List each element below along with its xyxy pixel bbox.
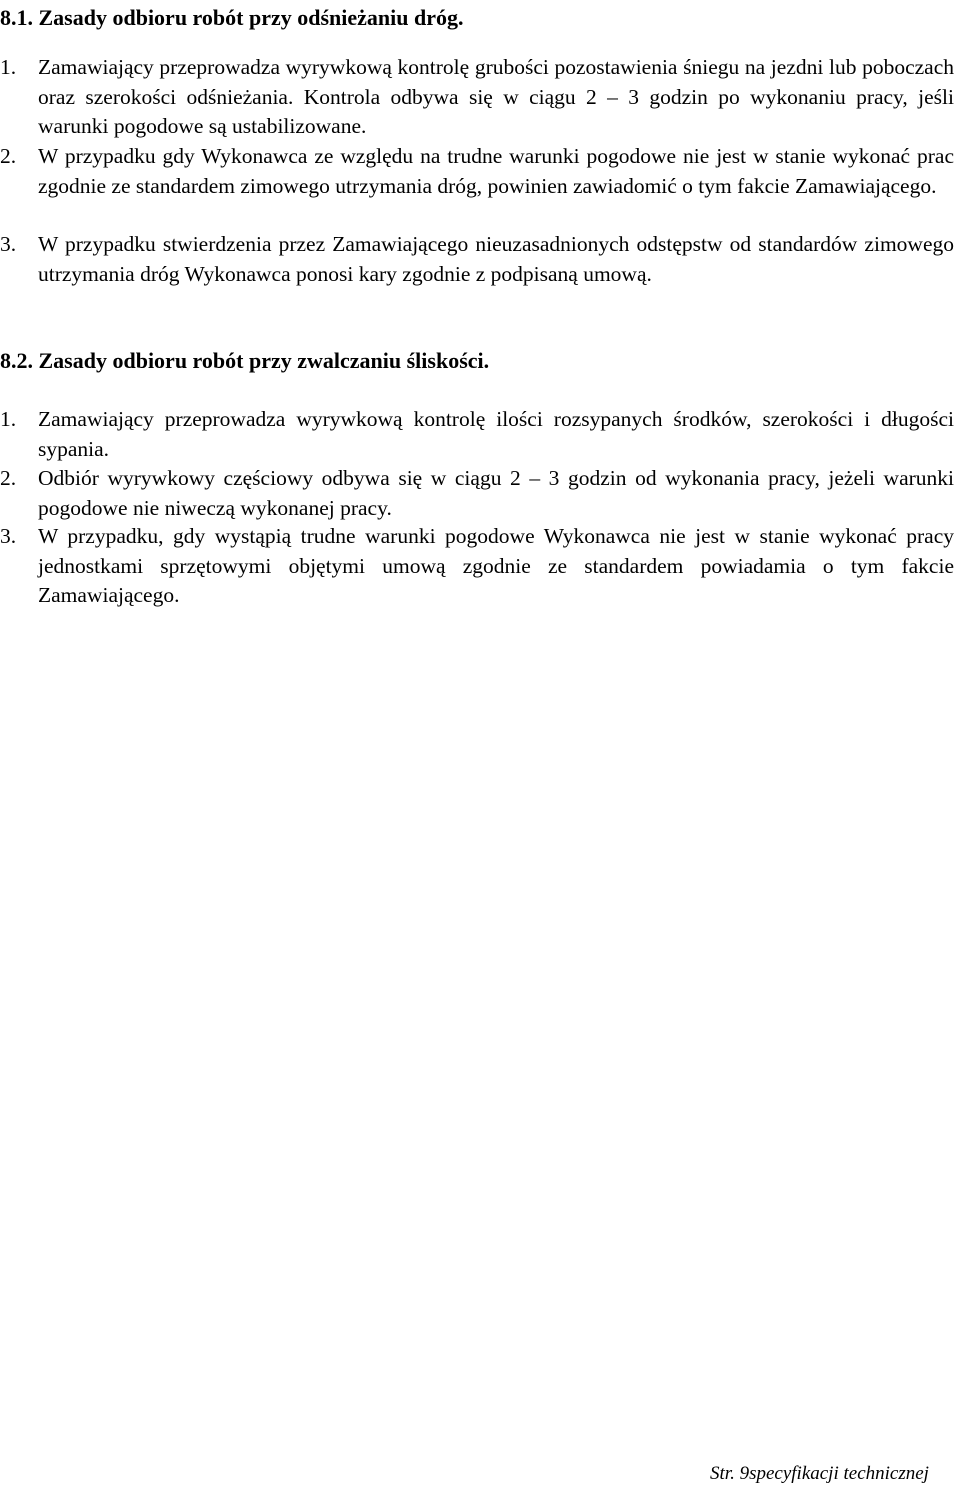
section-heading-8-2: 8.2. Zasady odbioru robót przy zwalczaniu śliskości. (0, 348, 490, 373)
page-footer: Str. 9specyfikacji technicznej (710, 1463, 929, 1484)
item-text: Zamawiający przeprowadza wyrywkową kontrolę grubości pozostawienia śniegu na jezdni lub poboczach oraz szerokości odśnieżania. Kontrola odbywa się w ciągu 2 – 3 godzin po wykonaniu pracy, jeśli warunki pogodowe są ustabilizowane. (38, 55, 954, 138)
section1-item-2 (0, 142, 954, 201)
section1-item-3 (0, 230, 954, 289)
section2-item-1 (0, 405, 954, 464)
item-text: W przypadku stwierdzenia przez Zamawiającego nieuzasadnionych odstępstw od standardów zimowego utrzymania dróg Wykonawca ponosi kary zgodnie z podpisaną umową. (38, 232, 954, 286)
item-number: 3. (0, 232, 17, 256)
section1-item-1 (0, 53, 954, 142)
item-number: 2. (0, 466, 17, 490)
item-number: 2. (0, 144, 17, 168)
item-text: W przypadku gdy Wykonawca ze względu na trudne warunki pogodowe nie jest w stanie wykonać prac zgodnie ze standardem zimowego utrzymania dróg, powinien zawiadomić o tym fakcie Zamawiającego. (38, 144, 954, 198)
section-heading-8-1: 8.1. Zasady odbioru robót przy odśnieżaniu dróg. (0, 5, 464, 30)
item-number: 1. (0, 407, 17, 431)
section2-item-3 (0, 522, 954, 611)
item-number: 1. (0, 55, 17, 79)
section2-item-2 (0, 464, 954, 523)
item-number: 3. (0, 524, 17, 548)
item-text: Odbiór wyrywkowy częściowy odbywa się w ciągu 2 – 3 godzin od wykonania pracy, jeżeli warunki pogodowe nie niweczą wykonanej pracy. (38, 466, 954, 520)
item-text: W przypadku, gdy wystąpią trudne warunki pogodowe Wykonawca nie jest w stanie wykonać pracy jednostkami sprzętowymi objętymi umową zgodnie ze standardem powiadamia o tym fakcie Zamawiającego. (38, 524, 954, 607)
item-text: Zamawiający przeprowadza wyrywkową kontrolę ilości rozsypanych środków, szerokości i długości sypania. (38, 407, 954, 461)
